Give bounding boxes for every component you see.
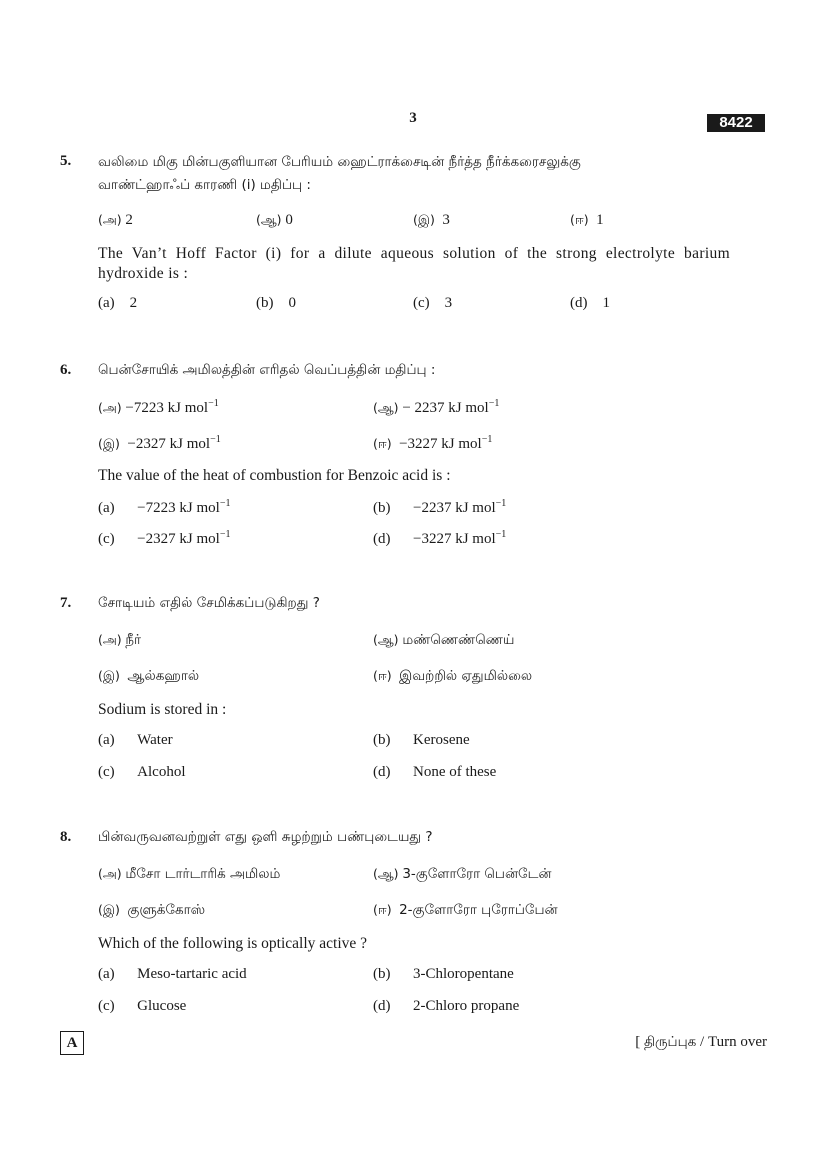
q6-option-c: (c) −2327 kJ mol$^{-1}$: [98, 529, 231, 547]
q8-tamil-option-a: (அ) மீசோ டார்டாரிக் அமிலம்: [98, 866, 281, 882]
q6-tamil-option-b: (ஆ) − 2237 kJ mol$^{-1}$: [373, 398, 500, 416]
q7-tamil-option-a: (அ) நீர்: [98, 632, 142, 648]
q8-tamil-option-d: (ஈ) 2-குளோரோ புரோப்பேன்: [373, 902, 558, 918]
q7-tamil-option-b: (ஆ) மண்ணெண்ணெய்: [373, 632, 515, 648]
q8-option-c: (c) Glucose: [98, 998, 187, 1014]
question-5-tamil-line2: வாண்ட்ஹாஃப் காரணி (i) மதிப்பு :: [98, 177, 311, 193]
question-7-tamil: சோடியம் எதில் சேமிக்கப்படுகிறது ?: [98, 595, 320, 611]
q5-option-b: (b) 0: [256, 295, 296, 311]
q7-option-b: (b) Kerosene: [373, 732, 470, 748]
q8-option-b: (b) 3-Chloropentane: [373, 966, 514, 982]
q5-option-c: (c) 3: [413, 295, 453, 311]
q6-tamil-option-c: (இ) −2327 kJ mol$^{-1}$: [98, 434, 221, 452]
question-6-english: The value of the heat of combustion for Benzoic acid is :: [98, 467, 451, 484]
question-7-english: Sodium is stored in :: [98, 701, 227, 718]
question-5-tamil-line1: வலிமை மிகு மின்பகுளியான பேரியம் ஹைட்ராக்சைடின் நீர்த்த நீர்க்கரைசலுக்கு: [98, 154, 581, 170]
q5-tamil-option-b: (ஆ) 0: [256, 212, 293, 228]
q5-tamil-option-a: (அ) 2: [98, 212, 133, 228]
q7-option-d: (d) None of these: [373, 764, 497, 780]
question-8-english: Which of the following is optically active ?: [98, 935, 368, 952]
paper-code-badge: 8422: [707, 114, 765, 132]
q7-option-c: (c) Alcohol: [98, 764, 186, 780]
question-5-number: 5.: [60, 153, 72, 169]
turn-over-note: [ திருப்புக / Turn over: [635, 1034, 767, 1050]
series-box: A: [60, 1031, 84, 1055]
question-6-tamil: பென்சோயிக் அமிலத்தின் எரிதல் வெப்பத்தின் மதிப்பு :: [98, 362, 436, 378]
q7-tamil-option-c: (இ) ஆல்கஹால்: [98, 668, 200, 684]
q5-option-a: (a) 2: [98, 295, 138, 311]
question-8-number: 8.: [60, 829, 72, 845]
q8-tamil-option-c: (இ) குளுக்கோஸ்: [98, 902, 206, 918]
q6-option-d: (d) −3227 kJ mol$^{-1}$: [373, 529, 507, 547]
question-8-tamil: பின்வருவனவற்றுள் எது ஒளி சுழற்றும் பண்புடையது ?: [98, 829, 433, 845]
q6-option-a: (a) −7223 kJ mol$^{-1}$: [98, 498, 231, 516]
q8-option-a: (a) Meso-tartaric acid: [98, 966, 247, 982]
page-number: 3: [409, 110, 417, 126]
q6-tamil-option-d: (ஈ) −3227 kJ mol$^{-1}$: [373, 434, 493, 452]
q5-tamil-option-c: (இ) 3: [413, 212, 450, 228]
q5-tamil-option-d: (ஈ) 1: [570, 212, 604, 228]
q8-tamil-option-b: (ஆ) 3-குளோரோ பென்டேன்: [373, 866, 552, 882]
q8-option-d: (d) 2-Chloro propane: [373, 998, 520, 1014]
q6-option-b: (b) −2237 kJ mol$^{-1}$: [373, 498, 507, 516]
q6-tamil-option-a: (அ) −7223 kJ mol$^{-1}$: [98, 398, 219, 416]
question-7-number: 7.: [60, 595, 72, 611]
question-5-english: The Van’t Hoff Factor (i) for a dilute aqueous solution of the strong electrolyte barium hydroxide is :: [98, 245, 730, 282]
q7-option-a: (a) Water: [98, 732, 173, 748]
q7-tamil-option-d: (ஈ) இவற்றில் ஏதுமில்லை: [373, 668, 533, 684]
question-6-number: 6.: [60, 362, 72, 378]
q5-option-d: (d) 1: [570, 295, 610, 311]
